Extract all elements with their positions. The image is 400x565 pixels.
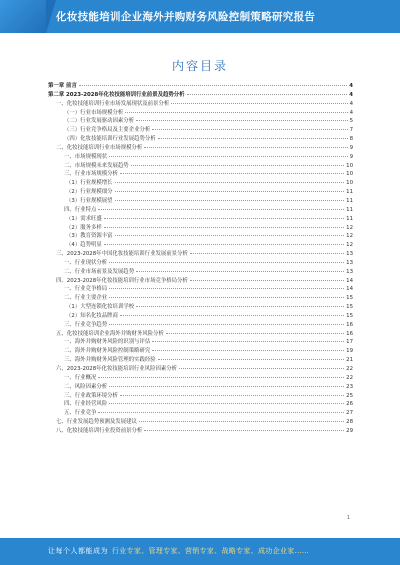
toc-entry[interactable] (48, 312, 353, 321)
toc-leader-dots (158, 359, 344, 360)
toc-leader-dots (136, 306, 344, 307)
toc-entry-page: 15 (346, 295, 353, 302)
toc-entry[interactable] (48, 277, 353, 286)
toc-entry-page: 7 (349, 127, 353, 134)
toc-entry-page: 13 (346, 268, 353, 275)
toc-entry-label: 二、行业市场前景及发展趋势 (64, 268, 135, 275)
toc-entry-label: 一、市场规模现状 (64, 153, 108, 160)
toc-entry[interactable] (48, 383, 353, 392)
toc-leader-dots (144, 430, 344, 431)
toc-leader-dots (190, 253, 344, 254)
toc-entry[interactable] (48, 135, 353, 144)
report-title: 化妆技能培训企业海外并购财务风险控制策略研究报告 (56, 11, 316, 23)
toc-entry-page: 13 (346, 259, 353, 266)
toc-entry[interactable] (48, 338, 353, 347)
toc-leader-dots (190, 280, 344, 281)
toc-entry-label: （二）行业发展驱动因素分析 (64, 118, 135, 125)
toc-entry-label: （一）行业市场规模分析 (64, 109, 124, 116)
toc-leader-dots (179, 368, 344, 369)
toc-leader-dots (152, 129, 347, 130)
toc-heading: 内容目录 (171, 59, 228, 73)
toc-leader-dots (109, 386, 344, 387)
toc-leader-dots (109, 297, 344, 298)
toc-entry-page: 8 (349, 136, 353, 143)
toc-entry-page: 26 (346, 401, 353, 408)
toc-entry-label: 七、行业发展趋势预测及发展建议 (56, 419, 137, 426)
toc-entry-label: （2）行业规模细分 (66, 189, 113, 196)
toc-leader-dots (120, 315, 344, 316)
page-header (0, 0, 400, 33)
toc-entry-page: 16 (346, 321, 353, 328)
toc-entry-label: （1）大型连锁化妆培训学校 (66, 304, 135, 311)
toc-entry[interactable] (48, 268, 353, 277)
toc-entry-label: （2）服务多样 (66, 224, 102, 231)
toc-entry-label: 三、2023-2028年中国化妆技能培训行业发展前景分析 (56, 251, 188, 258)
toc-entry-page: 12 (346, 242, 353, 249)
toc-leader-dots (166, 333, 344, 334)
toc-entry-page: 4 (349, 83, 353, 89)
toc-entry-label: 四、行业特点 (64, 206, 97, 213)
footer-roles: 行业专家、管理专家、营销专家、战略专家、成功企业家…… (112, 547, 310, 555)
toc-entry-label: 二、市场规模未来发展趋势 (64, 162, 129, 169)
toc-entry-label: 五、化妆技能培训企业海外并购财务风险分析 (56, 330, 164, 337)
toc-entry-page: 10 (346, 162, 353, 169)
toc-entry-page: 25 (346, 392, 353, 399)
toc-entry[interactable] (48, 232, 353, 241)
toc-entry-page: 21 (346, 357, 353, 364)
toc-entry[interactable] (48, 392, 353, 401)
toc-entry-label: 八、化妆技能培训行业投资前景分析 (56, 427, 143, 434)
toc-entry[interactable] (48, 144, 353, 153)
toc-leader-dots (98, 412, 344, 413)
toc-entry-label: （三）行业竞争格局及主要企业分析 (64, 127, 151, 134)
toc-leader-dots (109, 288, 344, 289)
toc-entry-label: 一、海外并购财务风险的识别与评估 (64, 339, 151, 346)
toc-leader-dots (158, 138, 348, 139)
toc-entry[interactable] (48, 294, 353, 303)
toc-entry-page: 13 (346, 251, 353, 258)
toc-entry-page: 15 (346, 312, 353, 319)
toc-entry-page: 12 (346, 233, 353, 240)
toc-entry[interactable] (48, 241, 353, 250)
toc-entry-label: 三、海外并购财务风险管理的实践经验 (64, 357, 156, 364)
toc-entry-label: 二、风险因素分析 (64, 383, 108, 390)
footer-tagline: 让每个人都能成为 (48, 547, 108, 555)
toc-entry-page: 19 (346, 348, 353, 355)
toc-entry-label: 二、行业主要企业 (64, 295, 108, 302)
toc-entry[interactable] (48, 250, 353, 259)
toc-entry[interactable] (48, 153, 353, 162)
toc-entry-page: 12 (346, 224, 353, 231)
toc-entry-label: 二、海外并购财务风险控制策略研究 (64, 348, 151, 355)
toc-entry[interactable] (48, 117, 353, 126)
toc-entry-label: 三、行业市场规模分析 (64, 171, 118, 178)
toc-entry[interactable] (48, 330, 353, 339)
toc-entry-page: 11 (346, 197, 353, 204)
toc-leader-dots (131, 165, 344, 166)
toc-entry[interactable] (48, 303, 353, 312)
toc-entry-label: 三、行业竞争趋势 (64, 321, 108, 328)
toc-entry-label: （4）趋势明显 (66, 242, 102, 249)
toc-entry[interactable] (48, 91, 353, 100)
toc-entry-page: 11 (346, 215, 353, 222)
toc-entry-page: 23 (346, 383, 353, 390)
toc-entry[interactable] (48, 427, 353, 436)
toc-entry[interactable] (48, 197, 353, 206)
toc-leader-dots (79, 85, 347, 86)
toc-entry-label: 三、行业政策环境分析 (64, 392, 118, 399)
toc-leader-dots (115, 182, 345, 183)
toc-leader-dots (109, 324, 344, 325)
toc-leader-dots (104, 218, 344, 219)
toc-entry[interactable] (48, 409, 353, 418)
toc-entry-page: 9 (349, 144, 353, 151)
toc-entry-label: （四）化妆技能培训行业发展趋势分析 (64, 136, 156, 143)
toc-entry-page: 5 (349, 118, 353, 125)
toc-leader-dots (115, 200, 345, 201)
toc-entry[interactable] (48, 400, 353, 409)
toc-entry-label: （1）行业规模增长 (66, 180, 113, 187)
toc-leader-dots (120, 173, 344, 174)
toc-entry-page: 4 (349, 100, 353, 107)
toc-entry[interactable] (48, 109, 353, 118)
toc-leader-dots (152, 350, 344, 351)
page-number: 1 (346, 515, 350, 521)
toc-entry-page: 15 (346, 304, 353, 311)
toc-entry-label: 四、2023-2028年化妆技能培训行业市场竞争格局分析 (56, 277, 188, 284)
toc-entry[interactable] (48, 82, 353, 91)
toc-entry-page: 27 (346, 410, 353, 417)
toc-leader-dots (125, 112, 347, 113)
toc-leader-dots (187, 94, 348, 95)
toc-leader-dots (115, 235, 345, 236)
toc-entry-label: （3）教育资源丰富 (66, 233, 113, 240)
toc-leader-dots (109, 403, 344, 404)
toc-entry[interactable] (48, 162, 353, 171)
toc-entry-page: 14 (346, 277, 353, 284)
toc-entry-page: 22 (346, 366, 353, 372)
toc-entry-page: 14 (346, 286, 353, 293)
toc-entry[interactable] (48, 347, 353, 356)
toc-entry[interactable] (48, 418, 353, 427)
toc-entry[interactable] (48, 321, 353, 330)
toc-entry-label: （2）知名化妆品牌商 (66, 312, 118, 319)
toc-entry[interactable] (48, 356, 353, 365)
toc-leader-dots (109, 262, 344, 263)
toc-entry[interactable] (48, 215, 353, 224)
toc-entry-page: 28 (346, 419, 353, 426)
toc-leader-dots (104, 244, 344, 245)
toc-entry[interactable] (48, 285, 353, 294)
toc-entry-label: 二、化妆技能培训行业市场规模分析 (56, 144, 143, 151)
toc-entry-page: 4 (349, 109, 353, 116)
toc-entry[interactable] (48, 259, 353, 268)
toc-entry-page: 17 (346, 339, 353, 346)
toc-leader-dots (152, 341, 344, 342)
toc-entry-label: 一、行业概况 (64, 374, 97, 381)
toc-entry-label: 第二章 2023-2028年化妆技能培训行业前景及趋势分析 (48, 91, 185, 98)
toc-entry[interactable] (48, 126, 353, 135)
toc-entry-label: 一、行业竞争格局 (64, 286, 108, 293)
page-footer (0, 538, 400, 565)
toc-entry-page: 4 (349, 91, 353, 98)
toc-entry[interactable] (48, 179, 353, 188)
toc-entry-label: 第一章 前言 (48, 83, 77, 89)
toc-entry-page: 10 (346, 171, 353, 178)
toc-entry-page: 22 (346, 374, 353, 381)
toc-entry-page: 29 (346, 427, 353, 434)
toc-entry[interactable] (48, 365, 353, 374)
toc-leader-dots (136, 120, 347, 121)
toc-entry-label: 五、行业竞争 (64, 410, 97, 417)
toc-entry-page: 9 (349, 153, 353, 160)
toc-entry-label: 一、行业现状分析 (64, 259, 108, 266)
toc-leader-dots (171, 103, 347, 104)
toc-entry[interactable] (48, 374, 353, 383)
toc-entry[interactable] (48, 224, 353, 233)
toc-entry-label: （1）需求旺盛 (66, 215, 102, 222)
toc-leader-dots (144, 147, 347, 148)
toc-entry[interactable] (48, 188, 353, 197)
toc-leader-dots (98, 209, 344, 210)
toc-entry[interactable] (48, 100, 353, 109)
toc-entry-label: 一、化妆技能培训行业市场发展现状及前景分析 (56, 100, 170, 107)
toc-leader-dots (98, 377, 344, 378)
toc-entry-page: 11 (346, 189, 353, 196)
toc-entry-page: 11 (346, 206, 353, 213)
table-of-contents (48, 82, 353, 436)
toc-entry-page: 10 (346, 180, 353, 187)
toc-leader-dots (120, 395, 344, 396)
toc-entry-label: 四、行业经营风险 (64, 401, 108, 408)
header-accent-block (0, 0, 46, 33)
toc-entry-page: 16 (346, 330, 353, 337)
toc-entry-label: 六、2023-2028年化妆技能培训行业风险因素分析 (56, 366, 178, 372)
toc-entry[interactable] (48, 206, 353, 215)
toc-leader-dots (139, 421, 344, 422)
toc-leader-dots (109, 156, 347, 157)
toc-entry[interactable] (48, 170, 353, 179)
toc-leader-dots (136, 271, 344, 272)
toc-leader-dots (104, 227, 344, 228)
toc-entry-label: （3）行业规模展望 (66, 197, 113, 204)
toc-leader-dots (115, 191, 345, 192)
